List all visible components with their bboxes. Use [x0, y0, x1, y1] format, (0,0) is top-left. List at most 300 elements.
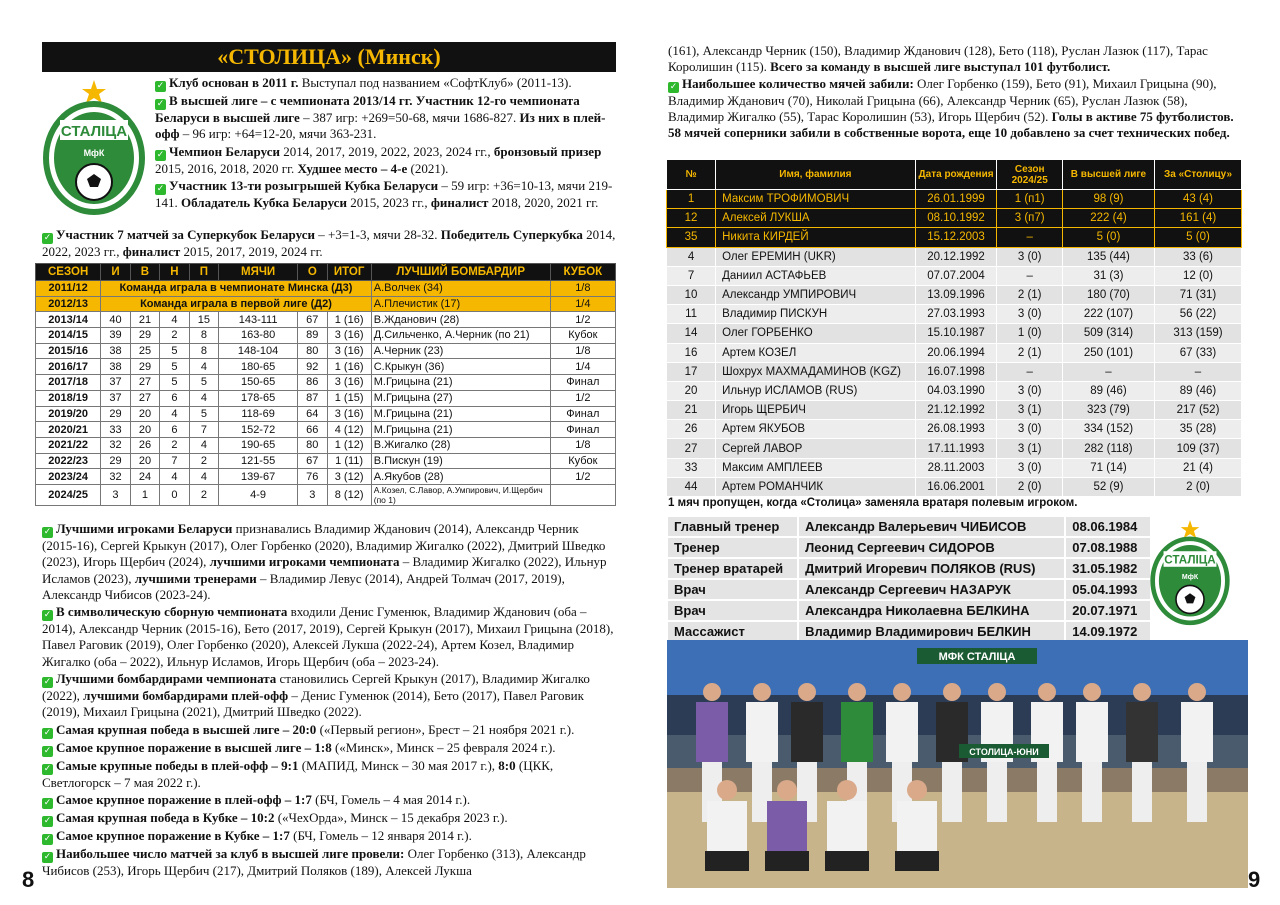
- season-cell: 5: [160, 375, 189, 391]
- person-body: [841, 702, 873, 762]
- roster-cell: 33: [667, 458, 716, 477]
- staff-cell: Владимир Владимирович БЕЛКИН: [798, 621, 1065, 642]
- roster-cell: 04.03.1990: [915, 381, 997, 400]
- roster-row: [667, 247, 1242, 266]
- text-run: (ЦКК, Светлогорск – 7 мая 2022 г.).: [42, 757, 554, 790]
- staff-cell: Тренер вратарей: [667, 558, 798, 579]
- text-run: («Минск», Минск – 25 февраля 2024 г.).: [331, 739, 556, 755]
- roster-table: [666, 159, 1242, 497]
- club-info-supercup: [42, 227, 616, 261]
- season-cell: 3 (16): [327, 406, 371, 422]
- paragraph: [42, 604, 616, 670]
- roster-cell: 5 (0): [1155, 228, 1242, 247]
- text-run: признавались Владимир Жданович (2014), Александр Черник (2015-16), Сергей Крыкун (2017), Олег Горбенко (2020), Владимир Жигалко (2022), Дмитрий Шведко (2023), Игорь Щербич (2024),: [42, 521, 606, 570]
- roster-cell: Ильнур ИСЛАМОВ (RUS): [716, 381, 916, 400]
- text-run: Всего за команду в высшей лиге выступал 101 футболист.: [770, 59, 1111, 75]
- season-cell: 2011/12: [36, 281, 101, 297]
- season-cell: 32: [101, 437, 130, 453]
- roster-cell: 20.12.1992: [915, 247, 997, 266]
- roster-cell: 222 (4): [1062, 209, 1154, 228]
- text-run: 2018, 2020, 2021 гг.: [488, 194, 599, 210]
- roster-cell: Артем РОМАНЧИК: [716, 477, 916, 496]
- season-header-cell: П: [189, 264, 218, 281]
- paragraph: [42, 758, 616, 791]
- paragraph: [155, 178, 615, 211]
- season-cell: 15: [189, 312, 218, 328]
- roster-row: [667, 381, 1242, 400]
- logo-text: СТАЛІЦА: [1164, 553, 1216, 567]
- season-cell: Кубок: [550, 328, 615, 344]
- roster-cell: Владимир ПИСКУН: [716, 305, 916, 324]
- text-run: В высшей лиге – с чемпионата 2013/14 гг. Участник 12-го чемпионата Беларуси в высшей лиге: [155, 93, 580, 125]
- club-title: «СТОЛИЦА» (Минск): [42, 42, 616, 72]
- person-head: [837, 780, 857, 800]
- season-cell: Д.Сильченко, А.Черник (по 21): [371, 328, 550, 344]
- season-cell: 80: [298, 437, 327, 453]
- staff-cell: Врач: [667, 600, 798, 621]
- seasons-table: [35, 263, 616, 506]
- roster-row: [667, 439, 1242, 458]
- season-cell: 29: [101, 406, 130, 422]
- season-header-cell: В: [130, 264, 159, 281]
- roster-cell: 31 (3): [1062, 266, 1154, 285]
- roster-cell: 15.12.2003: [915, 228, 997, 247]
- staff-row: [667, 558, 1151, 579]
- person-legs: [1187, 762, 1207, 822]
- text-run: (БЧ, Гомель – 4 мая 2014 г.).: [311, 791, 471, 807]
- season-cell: 163-80: [219, 328, 298, 344]
- check-icon: ✓: [43, 527, 52, 537]
- season-cell: 39: [101, 328, 130, 344]
- person-head: [753, 683, 771, 701]
- roster-cell: 89 (46): [1155, 381, 1242, 400]
- club-logo: [40, 78, 148, 218]
- season-cell: 29: [130, 359, 159, 375]
- roster-cell: 28.11.2003: [915, 458, 997, 477]
- text-run: 2015, 2016, 2018, 2020 гг.: [155, 160, 298, 176]
- season-cell: 121-55: [219, 453, 298, 469]
- roster-cell: 21: [667, 401, 716, 420]
- paragraph: [42, 227, 616, 260]
- season-cell: 148-104: [219, 343, 298, 359]
- roster-cell: 33 (6): [1155, 247, 1242, 266]
- season-cell: А.Якубов (28): [371, 469, 550, 485]
- season-cell: 2012/13: [36, 296, 101, 312]
- season-cell: 1/8: [550, 343, 615, 359]
- staff-cell: Главный тренер: [667, 516, 798, 537]
- season-cell: 1 (16): [327, 312, 371, 328]
- season-cell: 1/8: [550, 281, 615, 297]
- season-cell: М.Грицына (27): [371, 390, 550, 406]
- roster-cell: 35 (28): [1155, 420, 1242, 439]
- season-cell: 1 (16): [327, 359, 371, 375]
- season-cell: 2: [189, 484, 218, 505]
- text-run: – 59 игр: +36=10-13, мячи 219-141.: [155, 177, 613, 210]
- roster-cell: Максим АМПЛЕЕВ: [716, 458, 916, 477]
- text-run: Клуб основан в 2011 г.: [169, 75, 299, 90]
- text-run: бронзовый призер: [493, 143, 602, 159]
- roster-cell: 16: [667, 343, 716, 362]
- check-icon: ✓: [43, 833, 52, 844]
- season-row: [36, 281, 616, 297]
- person-head: [893, 683, 911, 701]
- season-cell: 2020/21: [36, 422, 101, 438]
- club-info: [155, 75, 615, 212]
- season-cell: А.Черник (23): [371, 343, 550, 359]
- roster-cell: 15.10.1987: [915, 324, 997, 343]
- team-photo: [667, 640, 1248, 888]
- person-legs: [825, 851, 869, 871]
- paragraph: [668, 43, 1240, 76]
- check-icon: ✓: [43, 745, 52, 756]
- roster-row: [667, 266, 1242, 285]
- text-run: 2015, 2023 гг.,: [346, 194, 431, 210]
- check-icon: ✓: [669, 81, 678, 92]
- roster-row: [667, 209, 1242, 228]
- person-legs: [987, 762, 1007, 822]
- text-run: Самое крупное поражение в высшей лиге – 1:8: [56, 739, 332, 755]
- roster-cell: 282 (118): [1062, 439, 1154, 458]
- roster-cell: Артем ЯКУБОВ: [716, 420, 916, 439]
- season-cell: 8 (12): [327, 484, 371, 505]
- roster-cell: 2 (1): [997, 285, 1062, 304]
- text-run: Чемпион Беларуси: [169, 143, 280, 159]
- roster-header-cell: В высшей лиге: [1062, 160, 1154, 190]
- roster-cell: 56 (22): [1155, 305, 1242, 324]
- roster-cell: 1: [667, 190, 716, 209]
- person-head: [943, 683, 961, 701]
- season-cell: Кубок: [550, 453, 615, 469]
- check-icon: ✓: [156, 149, 165, 160]
- text-run: Голы в активе 75 футболистов. 58 мячей соперники забили в собственные ворота, еще 10 добавлено за счет технических побед.: [668, 108, 1234, 141]
- text-run: В символическую сборную чемпионата: [56, 604, 288, 620]
- roster-cell: 14: [667, 324, 716, 343]
- text-run: финалист: [122, 244, 181, 259]
- season-cell: 1/4: [550, 296, 615, 312]
- roster-cell: 2 (0): [997, 477, 1062, 496]
- roster-cell: 26.08.1993: [915, 420, 997, 439]
- roster-cell: 20: [667, 381, 716, 400]
- person-head: [988, 683, 1006, 701]
- text-run: («ЧехОрда», Минск – 15 декабря 2023 г.).: [274, 809, 508, 825]
- roster-cell: 27: [667, 439, 716, 458]
- season-row: [36, 296, 616, 312]
- roster-cell: Артем КОЗЕЛ: [716, 343, 916, 362]
- roster-cell: –: [997, 362, 1062, 381]
- roster-cell: 13.09.1996: [915, 285, 997, 304]
- season-cell: 29: [130, 328, 159, 344]
- roster-cell: Максим ТРОФИМОВИЧ: [716, 190, 916, 209]
- text-run: Худшее место – 4-е: [297, 160, 408, 176]
- season-cell: 66: [298, 422, 327, 438]
- text-run: Самые крупные победы в плей-офф – 9:1: [56, 757, 299, 773]
- roster-cell: 21 (4): [1155, 458, 1242, 477]
- roster-cell: 67 (33): [1155, 343, 1242, 362]
- season-cell: 80: [298, 343, 327, 359]
- roster-cell: Игорь ЩЕРБИЧ: [716, 401, 916, 420]
- roster-cell: 26.01.1999: [915, 190, 997, 209]
- season-cell: 190-65: [219, 437, 298, 453]
- roster-cell: 17.11.1993: [915, 439, 997, 458]
- right-page: [640, 0, 1280, 905]
- roster-cell: 44: [667, 477, 716, 496]
- staff-row: [667, 516, 1151, 537]
- season-header-cell: О: [298, 264, 327, 281]
- text-run: лучшими игроками чемпионата: [209, 554, 400, 570]
- season-cell: 27: [130, 390, 159, 406]
- roster-cell: 1 (п1): [997, 190, 1062, 209]
- roster-cell: 135 (44): [1062, 247, 1154, 266]
- roster-header-cell: Дата рождения: [915, 160, 997, 190]
- person-head: [798, 683, 816, 701]
- person-head: [703, 683, 721, 701]
- season-cell: 67: [298, 453, 327, 469]
- person-body: [707, 801, 747, 851]
- roster-cell: 07.07.2004: [915, 266, 997, 285]
- season-cell: 2: [189, 453, 218, 469]
- paragraph: [155, 75, 615, 92]
- person-head: [1038, 683, 1056, 701]
- season-cell: 3: [298, 484, 327, 505]
- season-cell: 3 (16): [327, 343, 371, 359]
- person-body: [827, 801, 867, 851]
- season-cell: 2013/14: [36, 312, 101, 328]
- roster-cell: 35: [667, 228, 716, 247]
- roster-cell: 26: [667, 420, 716, 439]
- roster-cell: 1 (0): [997, 324, 1062, 343]
- season-cell: 2022/23: [36, 453, 101, 469]
- logo-text: СТАЛІЦА: [60, 123, 128, 140]
- season-cell: 118-69: [219, 406, 298, 422]
- check-icon: ✓: [43, 815, 52, 826]
- season-cell: 64: [298, 406, 327, 422]
- text-run: Самое крупное поражение в плей-офф – 1:7: [56, 791, 312, 807]
- season-cell: 32: [101, 469, 130, 485]
- roster-cell: 17: [667, 362, 716, 381]
- season-cell: 1/2: [550, 390, 615, 406]
- roster-row: [667, 420, 1242, 439]
- roster-cell: Олег ГОРБЕНКО: [716, 324, 916, 343]
- roster-cell: 3 (1): [997, 439, 1062, 458]
- season-cell: 4: [160, 469, 189, 485]
- roster-cell: 71 (31): [1155, 285, 1242, 304]
- person-head: [907, 780, 927, 800]
- roster-cell: Сергей ЛАВОР: [716, 439, 916, 458]
- roster-cell: 313 (159): [1155, 324, 1242, 343]
- season-cell: 26: [130, 437, 159, 453]
- staff-table: [666, 515, 1152, 643]
- roster-cell: 3 (0): [997, 305, 1062, 324]
- person-body: [791, 702, 823, 762]
- roster-cell: 509 (314): [1062, 324, 1154, 343]
- paragraph: [42, 810, 616, 827]
- season-cell: 4: [189, 469, 218, 485]
- roster-cell: 20.06.1994: [915, 343, 997, 362]
- text-run: Наибольшее число матчей за клуб в высшей лиге провели:: [56, 845, 405, 861]
- roster-cell: Даниил АСТАФЬЕВ: [716, 266, 916, 285]
- text-run: Участник 7 матчей за Суперкубок Беларуси: [56, 227, 315, 242]
- text-run: – Владимир Левус (2014), Андрей Толмач (2017, 2019), Александр Чибисов (2023-24).: [42, 570, 565, 602]
- text-run: (161), Александр Черник (150), Владимир Жданович (128), Бето (118), Руслан Лазюк (117), Тарас Королишин (115).: [668, 43, 1208, 75]
- roster-cell: Шохрух МАХМАДАМИНОВ (KGZ): [716, 362, 916, 381]
- season-cell: 20: [130, 453, 159, 469]
- roster-cell: 334 (152): [1062, 420, 1154, 439]
- text-run: («Первый регион», Брест – 21 ноября 2021 г.).: [316, 721, 575, 737]
- text-run: – +3=1-3, мячи 28-32.: [314, 227, 441, 242]
- season-cell: 40: [101, 312, 130, 328]
- roster-cell: 08.10.1992: [915, 209, 997, 228]
- season-cell: 2015/16: [36, 343, 101, 359]
- season-row: [36, 437, 616, 453]
- roster-row: [667, 477, 1242, 496]
- season-cell: 92: [298, 359, 327, 375]
- page-number-left: 8: [22, 867, 35, 892]
- person-legs: [1132, 762, 1152, 822]
- season-cell: 25: [130, 343, 159, 359]
- season-row: [36, 469, 616, 485]
- logo-star-icon: [82, 80, 106, 103]
- person-legs: [705, 851, 749, 871]
- roster-row: [667, 285, 1242, 304]
- roster-cell: 217 (52): [1155, 401, 1242, 420]
- season-cell: 2023/24: [36, 469, 101, 485]
- paragraph: [42, 740, 616, 757]
- roster-row: [667, 362, 1242, 381]
- season-cell: 89: [298, 328, 327, 344]
- season-cell: 6: [160, 390, 189, 406]
- roster-header-cell: Имя, фамилия: [716, 160, 916, 190]
- person-head: [1083, 683, 1101, 701]
- text-run: Олег Горбенко (313), Александр Чибисов (253), Игорь Щербич (217), Дмитрий Поляков (189), Алексей Лукша: [42, 845, 586, 878]
- roster-header-cell: За «Столицу»: [1155, 160, 1242, 190]
- roster-header-cell: №: [667, 160, 716, 190]
- photo-banner: МФК СТАЛІЦА: [938, 651, 1016, 663]
- season-cell: 38: [101, 359, 130, 375]
- paragraph: [155, 144, 615, 177]
- text-run: входили Денис Гуменюк, Владимир Жданович (оба – 2014), Александр Черник (2015-16), Бето (2017, 2019), Сергей Крыкун (2017), Михаил Грицына (2018), Павел Раговик (2019), Олег Горбенко (2020), Алексей Лукша (2022-24), Артем Козел, Владимир Жигалко (оба – 2022), Ильнур Исламов, Игорь Щербич (оба – 2023-24).: [42, 604, 614, 669]
- roster-cell: 3 (0): [997, 247, 1062, 266]
- check-icon: ✓: [43, 233, 52, 243]
- text-run: Выступал под названием «СофтКлуб» (2011-13).: [298, 75, 572, 90]
- roster-cell: 323 (79): [1062, 401, 1154, 420]
- season-cell: 139-67: [219, 469, 298, 485]
- season-cell: 8: [189, 343, 218, 359]
- text-run: – 96 игр: +64=12-20, мячи 363-231.: [179, 126, 377, 142]
- text-run: становились Сергей Крыкун (2017), Владимир Жигалко (2022),: [42, 671, 590, 704]
- roster-cell: 27.03.1993: [915, 305, 997, 324]
- roster-cell: 12: [667, 209, 716, 228]
- season-cell: 0: [160, 484, 189, 505]
- staff-cell: Тренер: [667, 537, 798, 558]
- season-header-cell: И: [101, 264, 130, 281]
- staff-cell: 07.08.1988: [1065, 537, 1151, 558]
- text-run: лучшими бомбардирами плей-офф: [83, 688, 289, 704]
- season-cell: В.Жигалко (28): [371, 437, 550, 453]
- season-row: [36, 312, 616, 328]
- roster-cell: 4: [667, 247, 716, 266]
- roster-cell: 109 (37): [1155, 439, 1242, 458]
- season-cell: М.Грицына (21): [371, 422, 550, 438]
- roster-cell: –: [997, 266, 1062, 285]
- season-cell: Команда играла в чемпионате Минска (Д3): [101, 281, 371, 297]
- season-row: [36, 453, 616, 469]
- season-cell: 2: [160, 328, 189, 344]
- check-icon: ✓: [156, 99, 165, 109]
- season-cell: 3 (16): [327, 328, 371, 344]
- roster-header-cell: Сезон 2024/25: [997, 160, 1062, 190]
- person-head: [717, 780, 737, 800]
- roster-cell: Олег ЕРЕМИН (UKR): [716, 247, 916, 266]
- season-cell: 5: [189, 375, 218, 391]
- text-run: лучшими тренерами: [134, 570, 257, 586]
- logo-star-icon: [1181, 520, 1200, 538]
- roster-cell: 89 (46): [1062, 381, 1154, 400]
- season-cell: С.Крыкун (36): [371, 359, 550, 375]
- season-cell: 4: [160, 406, 189, 422]
- person-body: [767, 801, 807, 851]
- season-cell: А.Плечистик (17): [371, 296, 550, 312]
- check-icon: ✓: [43, 763, 52, 774]
- text-run: (БЧ, Гомель – 12 января 2014 г.).: [289, 827, 472, 843]
- season-header-cell: ЛУЧШИЙ БОМБАРДИР: [371, 264, 550, 281]
- person-head: [777, 780, 797, 800]
- text-run: Олег Горбенко (159), Бето (91), Михаил Грицына (90), Владимир Жданович (70), Николай Грицына (66), Александр Черник (65), Руслан Лазюк (58), Владимир Жигалко (55), Тарас Королишин (53), Игорь Щербич (52).: [668, 75, 1217, 124]
- season-cell: 24: [130, 469, 159, 485]
- roster-cell: 43 (4): [1155, 190, 1242, 209]
- logo-sub: МфК: [1181, 574, 1199, 582]
- person-body: [1076, 702, 1108, 762]
- text-run: Наибольшее количество мячей забили:: [682, 75, 914, 91]
- staff-row: [667, 621, 1151, 642]
- person-legs: [1037, 762, 1057, 822]
- roster-cell: –: [1062, 362, 1154, 381]
- season-cell: М.Грицына (21): [371, 375, 550, 391]
- season-cell: 1 (15): [327, 390, 371, 406]
- season-row: [36, 375, 616, 391]
- person-legs: [1082, 762, 1102, 822]
- logo-sub: МфК: [83, 148, 105, 158]
- season-cell: 67: [298, 312, 327, 328]
- person-head: [1133, 683, 1151, 701]
- season-cell: 6: [160, 422, 189, 438]
- roster-row: [667, 228, 1242, 247]
- staff-row: [667, 579, 1151, 600]
- season-cell: Финал: [550, 406, 615, 422]
- roster-cell: 3 (1): [997, 401, 1062, 420]
- season-header-cell: ИТОГ: [327, 264, 371, 281]
- check-icon: ✓: [156, 81, 165, 91]
- season-cell: В.Жданович (28): [371, 312, 550, 328]
- season-cell: 7: [189, 422, 218, 438]
- season-cell: 21: [130, 312, 159, 328]
- club-records: [42, 521, 616, 880]
- season-cell: 2019/20: [36, 406, 101, 422]
- season-cell: 3 (12): [327, 469, 371, 485]
- season-cell: 178-65: [219, 390, 298, 406]
- text-run: 2014, 2017, 2019, 2022, 2023, 2024 гг.,: [279, 143, 494, 159]
- season-cell: 20: [130, 422, 159, 438]
- roster-cell: 16.06.2001: [915, 477, 997, 496]
- roster-cell: 180 (70): [1062, 285, 1154, 304]
- season-cell: 33: [101, 422, 130, 438]
- text-run: – Денис Гуменюк (2014), Бето (2017), Павел Раговик (2019), Михаил Грицына (2021), Дмитрий Шведко (2022).: [42, 688, 584, 720]
- season-cell: 180-65: [219, 359, 298, 375]
- season-cell: Финал: [550, 422, 615, 438]
- season-row: [36, 484, 616, 505]
- person-body: [1126, 702, 1158, 762]
- season-cell: 1 (12): [327, 437, 371, 453]
- season-cell: Команда играла в первой лиге (Д2): [101, 296, 371, 312]
